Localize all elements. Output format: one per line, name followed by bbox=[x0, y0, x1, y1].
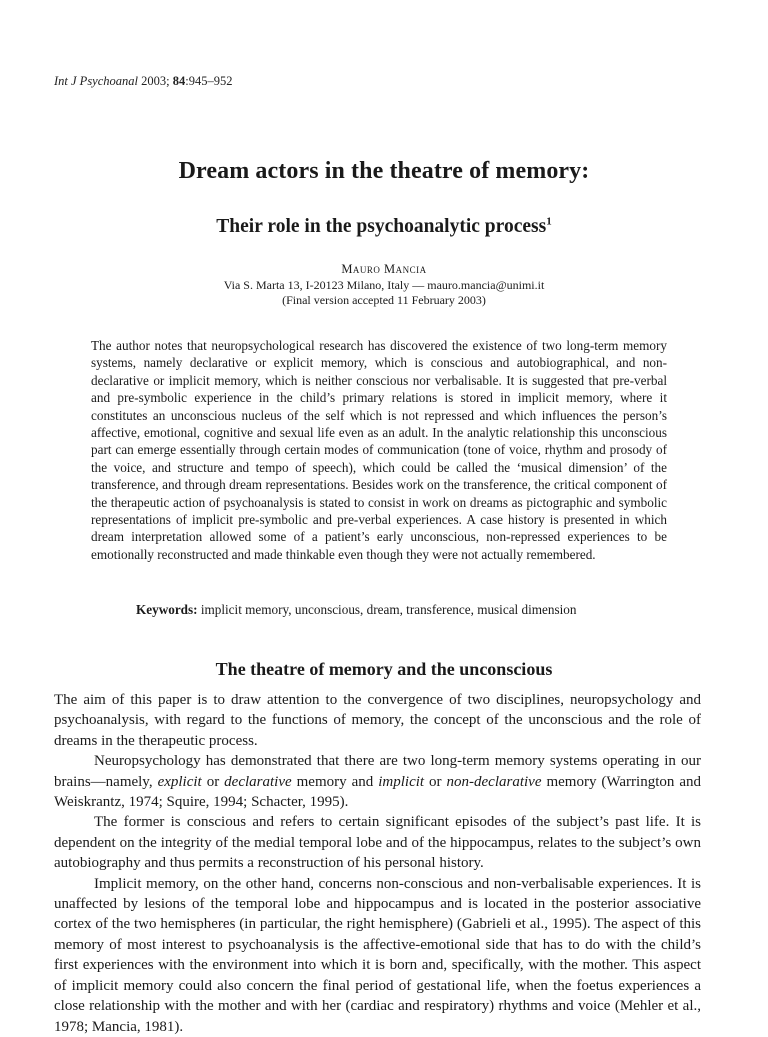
journal-year: 2003; bbox=[138, 74, 173, 88]
section-heading: The theatre of memory and the unconscious bbox=[215, 659, 553, 679]
paragraph-2-text: memory (Warrington and Weiskrantz, 1974; Squire, 1994; Schacter, 1995). bbox=[54, 773, 701, 811]
term-declarative: declarative bbox=[224, 773, 292, 790]
term-implicit: implicit bbox=[378, 773, 425, 790]
paragraph-3: The former is conscious and refers to certain significant episodes of the subject’s past life. It is dependent on the integrity of the medial temporal lobe and of the hippocampus, relates to the subject’s own autobiography and thus permits a reconstruction of his personal history. bbox=[54, 814, 701, 872]
paragraph-2-text: memory and bbox=[291, 773, 379, 790]
paragraph-1: The aim of this paper is to draw attention to the convergence of two disciplines, neuropsychology and psychoanalysis, with regard to the functions of memory, the concept of the unconscious and the role of dreams in the therapeutic process. bbox=[54, 692, 701, 749]
paragraph-2-text: or bbox=[201, 773, 225, 790]
paper-subtitle: Their role in the psychoanalytic process bbox=[216, 216, 547, 237]
keywords-label: Keywords: bbox=[136, 602, 198, 617]
journal-pages: :945–952 bbox=[185, 74, 233, 88]
paragraph-4: Implicit memory, on the other hand, concerns non-conscious and non-verbalisable experiences. It is unaffected by lesions of the temporal lobe and hippocampus and is located in the posterior associative cortex of the two hemispheres (in particular, the right hemisphere) (Gabrieli et al., 1995). The aspect of this memory of most interest to psychoanalysis is the affective-emotional side that has to do with the child’s first experiences with the environment into which it is born and, specifically, with the mother. This aspect of implicit memory could also concern the final period of gestational life, when the foetus experiences a close relationship with the mother and with her (cardiac and respiratory) rhythms and voice (Mehler et al., 1978; Mancia, 1981). bbox=[54, 875, 701, 1035]
author-name: Mauro Mancia bbox=[341, 262, 427, 276]
accepted-date: (Final version accepted 11 February 2003) bbox=[282, 293, 486, 307]
paragraph-2 bbox=[54, 751, 701, 812]
journal-name: Int J Psychoanal bbox=[54, 74, 139, 88]
keywords-text: implicit memory, unconscious, dream, transference, musical dimension bbox=[197, 602, 577, 617]
paper-subtitle-block bbox=[0, 216, 768, 238]
paper-title: Dream actors in the theatre of memory: bbox=[178, 158, 590, 184]
journal-citation bbox=[54, 74, 232, 89]
footnote-marker: 1 bbox=[546, 215, 552, 228]
paragraph-2-text: Neuropsychology has demonstrated that there are two long-term memory systems operating in our brains—namely, bbox=[54, 753, 701, 790]
journal-volume: 84 bbox=[172, 74, 186, 88]
term-explicit: explicit bbox=[157, 773, 202, 790]
author-address: Via S. Marta 13, I-20123 Milano, Italy — mauro.mancia@unimi.it bbox=[223, 278, 545, 292]
paragraph-2-text: or bbox=[424, 773, 447, 790]
keywords bbox=[136, 602, 576, 618]
term-non-declarative: non-declarative bbox=[446, 773, 542, 790]
body-text bbox=[54, 690, 701, 1037]
abstract: The author notes that neuropsychological research has discovered the existence of two long-term memory systems, namely declarative or explicit memory, which is conscious and autobiographical, and non-declarative or implicit memory, which is neither conscious nor verbalisable. It is suggested that pre-verbal and pre-symbolic experience in the child’s primary relations is stored in implicit memory, where it constitutes an unconscious nucleus of the self which is not repressed and which influences the person’s affective, emotional, cognitive and sexual life even as an adult. In the analytic relationship this unconscious part can emerge essentially through certain modes of communication (tone of voice, rhythm and prosody of the voice, and structure and tempo of speech), which could be called the ‘musical dimension’ of the transference, and through dream representations. Besides work on the transference, the critical component of the therapeutic action of psychoanalysis is stated to consist in work on dreams as pictographic and symbolic representations of implicit pre-symbolic and pre-verbal experiences. A case history is presented in which dream interpretation allowed some of a patient’s early unconscious, non-repressed experiences to be emotionally reconstructed and made thinkable even though they were not actually remembered. bbox=[91, 338, 667, 562]
